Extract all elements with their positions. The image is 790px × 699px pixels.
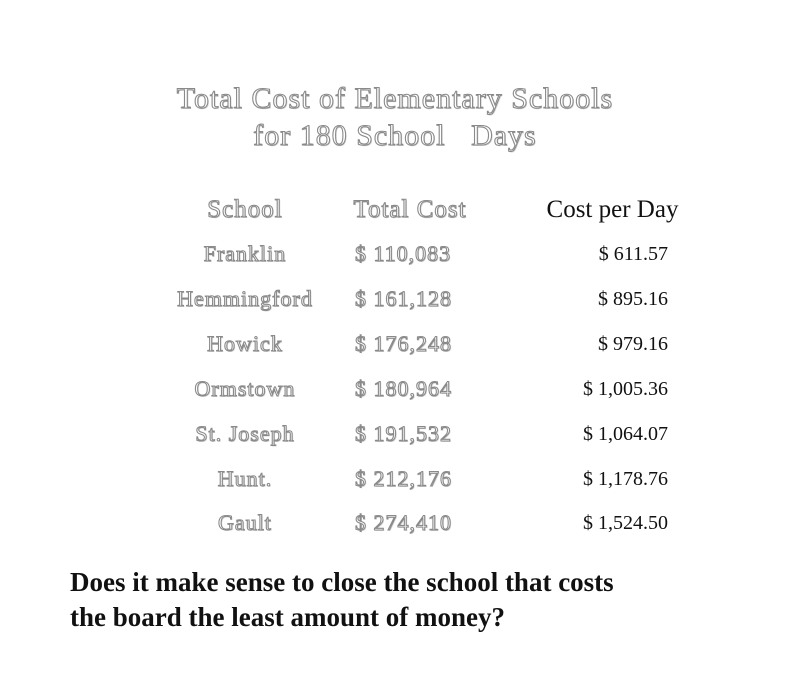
- table-row: [0, 508, 790, 538]
- discussion-question: [70, 565, 770, 635]
- total-cost: $ 274,410: [355, 510, 452, 535]
- total-cost: $ 191,532: [355, 421, 452, 446]
- table-row: [0, 284, 790, 314]
- school-name: St. Joseph: [195, 421, 295, 446]
- cost-per-day: $ 1,524.50: [583, 512, 668, 534]
- table-row: [0, 464, 790, 494]
- title-line-1: Total Cost of Elementary Schools: [176, 82, 614, 115]
- question-line-1: Does it make sense to close the school that costs: [70, 567, 614, 597]
- table-row: [0, 329, 790, 359]
- total-cost: $ 212,176: [355, 466, 452, 491]
- school-name: Gault: [218, 510, 272, 535]
- school-name: Hemmingford: [177, 286, 313, 311]
- total-cost: $ 180,964: [355, 376, 452, 401]
- cost-per-day: $ 1,005.36: [583, 378, 668, 400]
- school-name: Hunt.: [217, 466, 273, 491]
- school-name: Howick: [207, 331, 283, 356]
- table-row: [0, 419, 790, 449]
- school-name: Franklin: [203, 241, 287, 266]
- total-cost: $ 110,083: [355, 241, 452, 266]
- header-total-cost: Total Cost: [353, 196, 467, 223]
- total-cost: $ 176,248: [355, 331, 452, 356]
- title-line-2: for 180 School Days: [253, 119, 537, 152]
- header-cost-per-day: Cost per Day: [546, 196, 679, 223]
- page-title: [0, 80, 790, 154]
- question-line-2: the board the least amount of money?: [70, 602, 505, 632]
- cost-per-day: $ 895.16: [598, 288, 668, 310]
- cost-per-day: $ 1,064.07: [583, 423, 668, 445]
- total-cost: $ 161,128: [355, 286, 452, 311]
- table-row: [0, 374, 790, 404]
- header-school: School: [207, 196, 283, 223]
- cost-per-day: $ 611.57: [598, 243, 668, 265]
- table-row: [0, 239, 790, 269]
- cost-per-day: $ 979.16: [598, 333, 668, 355]
- school-name: Ormstown: [194, 376, 296, 401]
- cost-per-day: $ 1,178.76: [583, 468, 668, 490]
